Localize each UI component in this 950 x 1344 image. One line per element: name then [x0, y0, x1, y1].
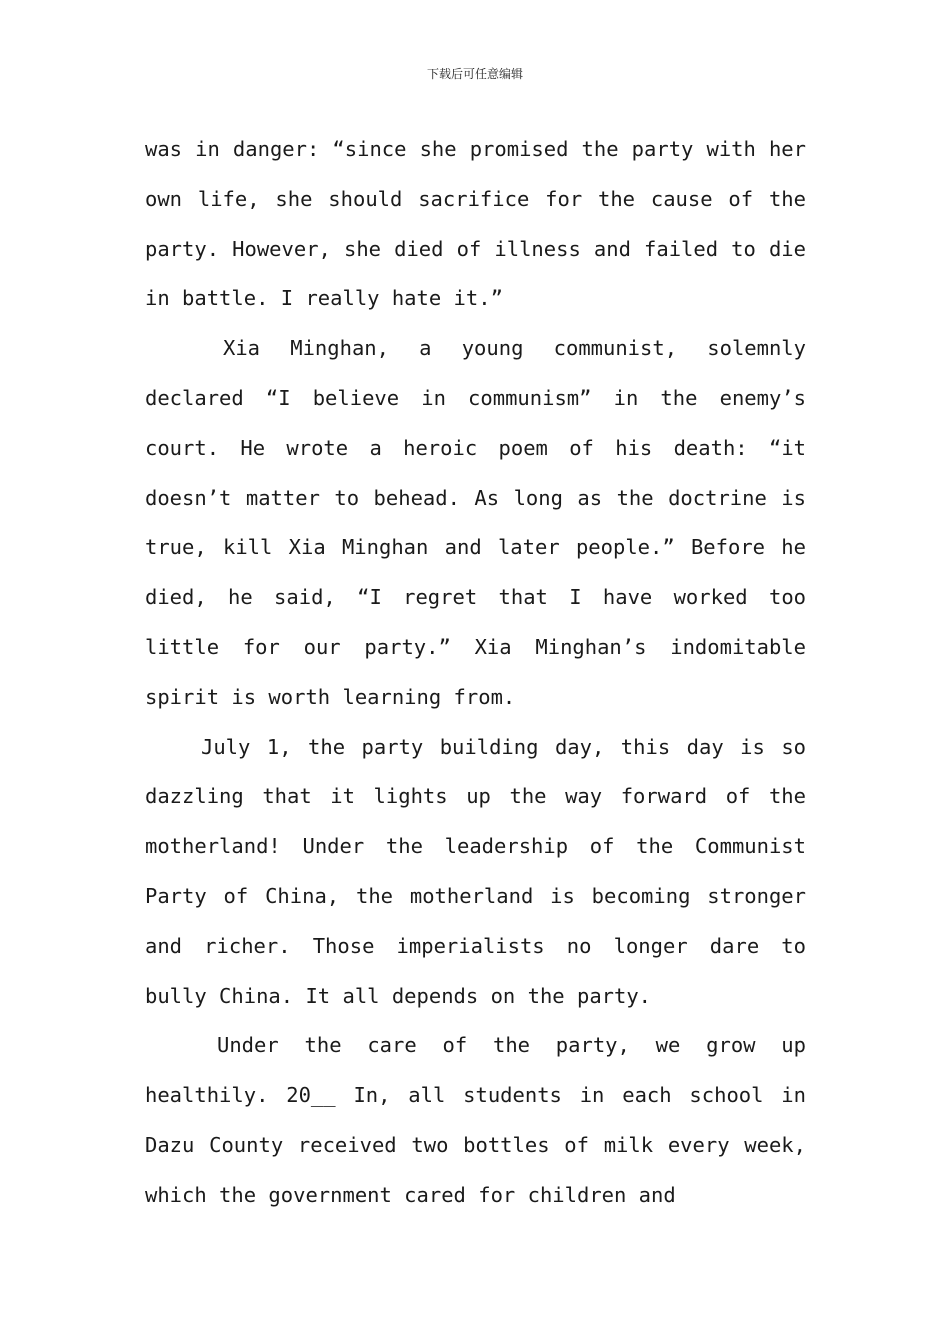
paragraph-2: Xia Minghan, a young communist, solemnly declared “I believe in communism” in the enemy’s court. He wrote a heroic poem of his death: “it doesn’t matter to behead. As long as the doctrine is true, kill Xia Minghan and later people.” Before he died, he said, “I regret that I have worked too little for our party.” Xia Minghan’s indomitable spirit is worth learning from. [145, 336, 806, 709]
paragraph-3: July 1, the party building day, this day is so dazzling that it lights up the way forward of the motherland! Under the leadership of the Communist Party of China, the motherland is becoming stronger and richer. Those imperialists no longer dare to bully China. It all depends on the party. [145, 734, 806, 1008]
document-body [145, 125, 806, 1221]
paragraph-1: was in danger: “since she promised the party with her own life, she should sacrifice for the cause of the party. However, she died of illness and failed to die in battle. I really hate it.” [145, 137, 806, 311]
page-header: 下载后可任意编辑 [426, 67, 523, 81]
paragraph-4: Under the care of the party, we grow up healthily. 20__ In, all students in each school in Dazu County received two bottles of milk every week, which the government cared for children and [145, 1033, 806, 1207]
